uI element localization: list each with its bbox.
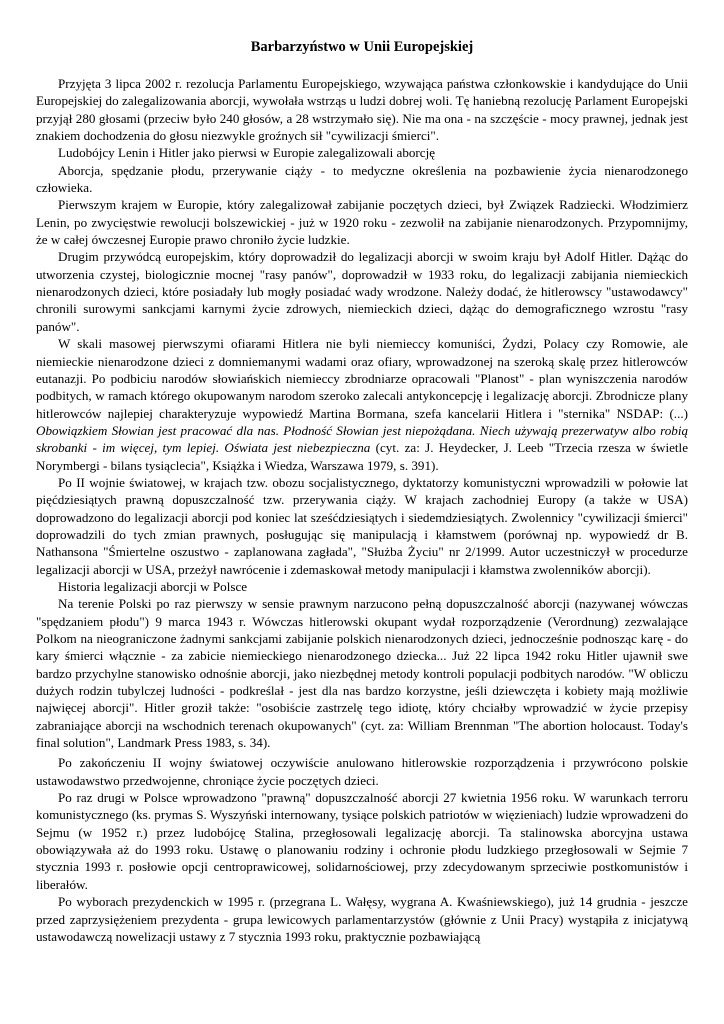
- paragraph-1956-law: Po raz drugi w Polsce wprowadzono "prawną" dopuszczalność aborcji 27 kwietnia 1956 roku. W warunkach terroru komunistycznego (ks. prymas S. Wyszyński internowany, tysiące polskich patriotów w więzieniach) ludzie wprowadzeni do Sejmu (w 1952 r.) przez ludobójcę Stalina, przegłosowali legalizację aborcji. Ta stalinowska aborcyjna ustawa obowiązywała aż do 1993 roku. Ustawę o planowaniu rodziny i ochronie płodu ludzkiego przegłosowali w Sejmie 7 stycznia 1993 r. posłowie opcji centroprawicowej, solidarnościowej, przy zdecydowanym sprzeciwie postkomunistów i liberałów.: [36, 790, 688, 892]
- paragraph-hitler-legalization: Drugim przywódcą europejskim, który doprowadził do legalizacji aborcji w swoim kraju był Adolf Hitler. Dążąc do utworzenia czystej, biologicznie mocnej "rasy panów", doprowadził w 1933 roku, do legalizacji zabijania niemieckich nienarodzonych dzieci, które posiadały lub mogły posiadać wady wrodzone. Należy dodać, że hitlerowscy "ustawodawcy" chronili surowymi sankcjami karnymi życie zdrowych, niemieckich dzieci, dążąc do demograficznego wzrostu "rasy panów".: [36, 249, 688, 334]
- paragraph-soviet-union: Pierwszym krajem w Europie, który zalegalizował zabijanie poczętych dzieci, był Związek Radziecki. Włodzimierz Lenin, po zwycięstwie rewolucji bolszewickiej - już w 1920 roku - zezwolił na zabijanie nienarodzonych. Przypomnijmy, że w całej ówczesnej Europie prawo chroniło życie ludzkie.: [36, 197, 688, 248]
- document-title: Barbarzyństwo w Unii Europejskiej: [250, 39, 474, 55]
- paragraph-lenin-hitler-heading: Ludobójcy Lenin i Hitler jako pierwsi w Europie zalegalizowali aborcję: [58, 145, 436, 161]
- paragraph-mass-victims-text: W skali masowej pierwszymi ofiarami Hitlera nie byli niemieccy komuniści, Żydzi, Polacy czy Romowie, ale niemieckie nienarodzone dzieci z domniemanymi wadami oraz ofiary, wprowadzonej na szeroką skalę przez hitlerowców eutanazji. Po podbiciu narodów słowiańskich niemieccy zbrodniarze opracowali "Planost" - plan wyniszczenia narodów podbitych, w ramach którego okupowanym narodom szeroko zalecali antykoncepcję i legalizację aborcji. Zbrodnicze plany hitlerowców najlepiej charakteryzuje wypowiedź Martina Bormana, szefa kancelarii Hitlera i "sternika" NSDAP: (...): [36, 336, 688, 421]
- paragraph-poland-history-heading: Historia legalizacji aborcji w Polsce: [58, 578, 248, 594]
- paragraph-mass-victims-citation: (cyt. za: J. Heydecker, J. Leeb "Trzecia rzesza w świetle Norymbergi - bilans tysiąclecia", Książka i Wiedza, Warszawa 1979, s. 391).: [36, 440, 689, 473]
- paragraph-resolution: Przyjęta 3 lipca 2002 r. rezolucja Parlamentu Europejskiego, wzywająca państwa członkowskie i kandydujące do Unii Europejskiej do zalegalizowania aborcji, wywołała wstrząs u ludzi dobrej woli. Tę haniebną rezolucję Parlament Europejski przyjął 280 głosami (przeciw było 240 głosów, a 28 wstrzymało się). Nie ma ona - na szczęście - mocy prawnej, jednak jest znakiem dochodzenia do głosu niezwykle groźnych sił "cywilizacji śmierci".: [36, 76, 688, 144]
- paragraph-postwar-legalization: Po II wojnie światowej, w krajach tzw. obozu socjalistycznego, dyktatorzy komunistyczni wprowadzili w połowie lat pięćdziesiątych prawną dopuszczalność tzw. przerywania ciąży. W krajach zachodniej Europy (a także w USA) doprowadzono do legalizacji aborcji pod koniec lat sześćdziesiątych i siedemdziesiątych. Zwolennicy "cywilizacji śmierci" doprowadzili do tych zmian prawnych, posługując się manipulacją i kłamstwem (porównaj np. wypowiedź dr B. Nathansona "Śmiertelne oszustwo - zaplanowana zagłada", "Służba Życiu" nr 2/1999. Autor uczestniczył w procedurze legalizacji aborcji w USA, przeżył nawrócenie i zdemaskował metody manipulacji i kłamstwa zwolenników aborcji).: [36, 474, 688, 577]
- paragraph-abortion-definition: Aborcja, spędzanie płodu, przerywanie ciąży - to medyczne określenia na pozbawienie życia nienarodzonego człowieka.: [36, 162, 688, 196]
- paragraph-mass-victims: [36, 335, 688, 474]
- paragraph-occupation-1943: Na terenie Polski po raz pierwszy w sensie prawnym narzucono pełną dopuszczalność aborcji (nazywanej wówczas "spędzaniem płodu") 9 marca 1943 r. Wówczas hitlerowski okupant wydał rozporządzenie (Verordnung) zezwalające Polkom na nieograniczone żadnymi sankcjami zabijanie polskich nienarodzonych dzieci, jednocześnie podnosząc karę - do kary śmierci włącznie - za zabicie niemieckiego nienarodzonego dziecka... Już 22 lipca 1942 roku Hitler ujawnił swe bardzo przychylne stanowisko odnośnie aborcji, jako niezbędnej metody kontroli populacji podbitych narodów. "W obliczu dużych rodzin tubylczej ludności - podkreślał - jest dla nas bardzo korzystne, jeśli dziewczęta i kobiety mają możliwie najwięcej aborcji". Hitler groził także: "osobiście zastrzelę tego idiotę, który chciałby wprowadzić w życie przepisy zabraniające aborcji na wschodnich terenach okupowanych" (cyt. za: William Brennman "The abortion holocaust. Today's final solution", Landmark Press 1983, s. 34).: [36, 596, 688, 751]
- paragraph-1995-elections: Po wyborach prezydenckich w 1995 r. (przegrana L. Wałęsy, wygrana A. Kwaśniewskiego), już 14 grudnia - jeszcze przed zaprzysiężeniem prezydenta - grupa lewicowych parlamentarzystów (głównie z Unii Pracy) wystąpiła z inicjatywą ustawodawczą nowelizacji ustawy z 7 stycznia 1993 roku, praktycznie pozbawiającą: [36, 894, 688, 944]
- paragraph-postwar-poland: Po zakończeniu II wojny światowej oczywiście anulowano hitlerowskie rozporządzenia i przywrócono polskie ustawodawstwo przedwojenne, chroniące życie poczętych dzieci.: [36, 755, 688, 788]
- bormann-quote: Obowiązkiem Słowian jest pracować dla nas. Płodność Słowian jest niepożądana. Niech używają prezerwatyw albo robią skrobanki - im więcej, tym lepiej. Oświata jest niebezpieczna: [36, 422, 688, 456]
